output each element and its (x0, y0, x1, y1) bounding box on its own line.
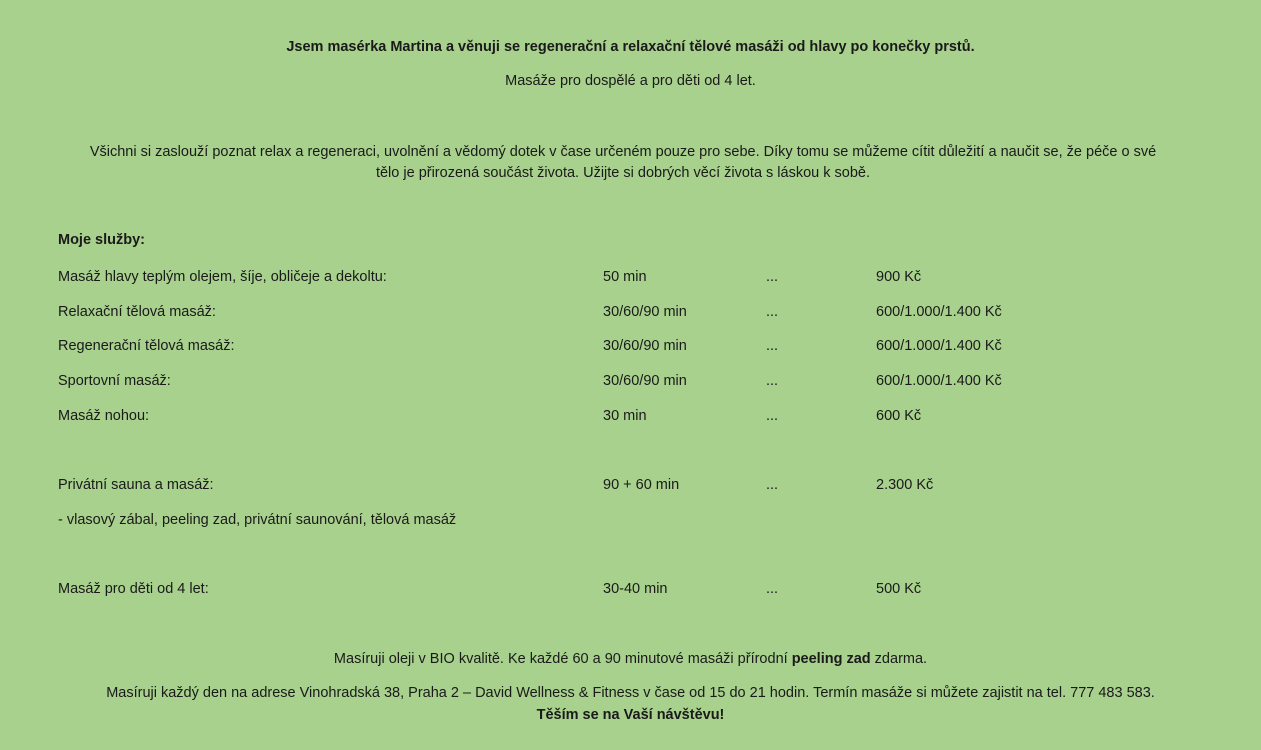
oils-note-bold: peeling zad (791, 651, 871, 667)
closing-line: Těším se na Vaší návštěvu! (536, 707, 725, 723)
kids-row (0, 578, 1261, 600)
service-dots: ... (766, 408, 779, 424)
service-price: 600/1.000/1.400 Kč (876, 304, 1002, 320)
service-name: Regenerační tělová masáž: (58, 338, 235, 354)
service-name: Relaxační tělová masáž: (58, 304, 216, 320)
kids-price: 500 Kč (876, 581, 922, 597)
sauna-row (0, 474, 1261, 496)
sauna-price: 2.300 Kč (876, 477, 934, 493)
service-name: Sportovní masáž: (58, 373, 171, 389)
service-row (0, 370, 1261, 392)
service-dots: ... (766, 269, 779, 285)
kids-dots: ... (766, 581, 779, 597)
oils-note-post: zdarma. (870, 651, 928, 667)
sauna-note-row (0, 509, 1261, 531)
headline: Jsem masérka Martina a věnuji se regenerační a relaxační tělové masáži od hlavy po konečky prstů. (286, 39, 975, 55)
sauna-name: Privátní sauna a masáž: (58, 477, 214, 493)
service-price: 600 Kč (876, 408, 922, 424)
service-price: 600/1.000/1.400 Kč (876, 373, 1002, 389)
intro-line-2: tělo je přirozená součást života. Užijte si dobrých věcí života s láskou k sobě. (375, 165, 871, 181)
service-row (0, 335, 1261, 357)
service-dots: ... (766, 338, 779, 354)
service-dots: ... (766, 304, 779, 320)
kids-duration: 30-40 min (603, 581, 668, 597)
service-duration: 30/60/90 min (603, 373, 687, 389)
services-title: Moje služby: (58, 232, 146, 248)
subline: Masáže pro dospělé a pro děti od 4 let. (505, 73, 756, 89)
service-dots: ... (766, 373, 779, 389)
service-name: Masáž hlavy teplým olejem, šíje, obličeje a dekoltu: (58, 269, 387, 285)
intro-line-1: Všichni si zaslouží poznat relax a regeneraci, uvolnění a vědomý dotek v čase určeném pouze pro sebe. Díky tomu se můžeme cítit důležití a naučit se, že péče o své (89, 144, 1157, 160)
service-duration: 30/60/90 min (603, 338, 687, 354)
service-duration: 30 min (603, 408, 647, 424)
kids-name: Masáž pro děti od 4 let: (58, 581, 209, 597)
service-price: 600/1.000/1.400 Kč (876, 338, 1002, 354)
address-line: Masíruji každý den na adrese Vinohradská 38, Praha 2 – David Wellness & Fitness v čase od 15 do 21 hodin. Termín masáže si můžete zajistit na tel. 777 483 583. (106, 685, 1155, 701)
service-row (0, 405, 1261, 427)
service-duration: 50 min (603, 269, 647, 285)
service-row (0, 266, 1261, 288)
service-name: Masáž nohou: (58, 408, 150, 424)
sauna-dots: ... (766, 477, 779, 493)
service-row (0, 301, 1261, 323)
sauna-duration: 90 + 60 min (603, 477, 680, 493)
service-price: 900 Kč (876, 269, 922, 285)
service-duration: 30/60/90 min (603, 304, 687, 320)
oils-note (0, 649, 1261, 670)
oils-note-pre: Masíruji oleji v BIO kvalitě. Ke každé 60 a 90 minutové masáži přírodní (333, 651, 792, 667)
sauna-note: - vlasový zábal, peeling zad, privátní saunování, tělová masáž (58, 512, 457, 528)
